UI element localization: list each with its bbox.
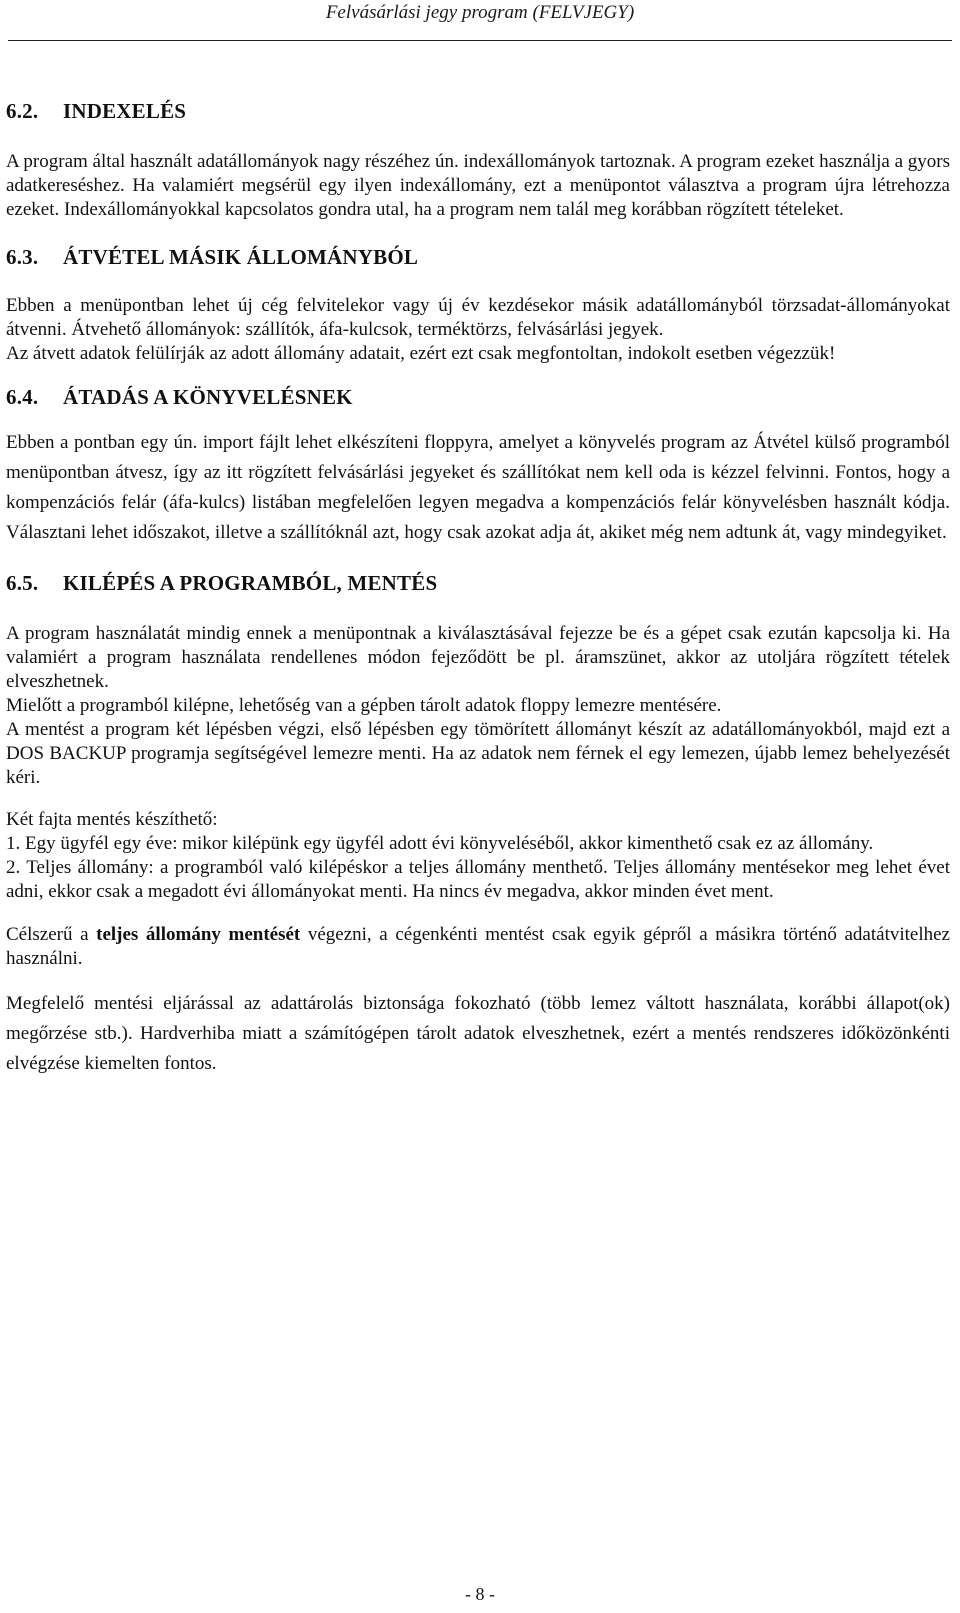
section-heading-6-5	[6, 570, 950, 596]
section-title: INDEXELÉS	[63, 99, 187, 123]
list-item: 2. Teljes állomány: a programból való kilépéskor a teljes állomány menthető. Teljes állomány mentésekor meg lehet évet adni, ekkor csak a megadott évi állományokat menti. Ha nincs év megadva, akkor minden évet ment.	[6, 857, 950, 902]
paragraph: A program használatát mindig ennek a menüpontnak a kiválasztásával fejezze be és a gépet csak ezután kapcsolja ki. Ha valamiért a program használata rendellenes módon fejeződött be pl. áramszünet, akkor az utoljára rögzített tételek elveszhetnek.	[6, 623, 950, 692]
recommendation-text: Célszerű a	[6, 924, 97, 945]
page-content	[6, 98, 950, 1079]
paragraph: Mielőtt a programból kilépne, lehetőség van a gépben tárolt adatok floppy lemezre mentésére.	[6, 695, 722, 716]
paragraph: Ebben a pontban egy ún. import fájlt lehet elkészíteni floppyra, amelyet a könyvelés program az Átvétel külső programból menüpontban átvesz, így az itt rögzített felvásárlási jegyeket és szállítókat nem kell oda is kézzel felvinni. Fontos, hogy a kompenzációs felár (áfa-kulcs) listában megfelelően legyen megadva a kompenzációs felár könyvelésben használt kódja. Választani lehet időszakot, illetve a szállítóknál azt, hogy csak azokat adja át, akiket még nem adtunk át, vagy mindegyiket.	[6, 432, 950, 543]
emphasis-text: teljes állomány mentését	[96, 924, 301, 945]
header-divider	[8, 40, 952, 41]
section-title: ÁTVÉTEL MÁSIK ÁLLOMÁNYBÓL	[63, 245, 419, 269]
recommendation-text: végezni, a cégenkénti mentést csak egyik gépről a másikra történő adatátvitelhez használni.	[6, 924, 950, 969]
section-heading-6-4	[6, 384, 950, 410]
section-number: 6.5.	[6, 571, 39, 595]
section-number: 6.3.	[6, 245, 39, 269]
recommendation-paragraph	[6, 923, 950, 971]
section-number: 6.2.	[6, 99, 39, 123]
paragraph: Az átvett adatok felülírják az adott állomány adatait, ezért ezt csak megfontoltan, indokolt esetben végezzük!	[6, 343, 836, 364]
paragraph: Ebben a menüpontban lehet új cég felvitelekor vagy új év kezdésekor másik adatállományból törzsadat-állományokat átvenni. Átvehető állományok: szállítók, áfa-kulcsok, terméktörzs, felvásárlási jegyek.	[6, 295, 950, 340]
page-number: - 8 -	[465, 1584, 495, 1604]
running-header: Felvásárlási jegy program (FELVJEGY)	[325, 2, 635, 23]
section-title: KILÉPÉS A PROGRAMBÓL, MENTÉS	[63, 571, 438, 595]
closing-paragraph: Megfelelő mentési eljárással az adattárolás biztonsága fokozható (több lemez váltott használata, korábbi állapot(ok) megőrzése stb.). Hardverhiba miatt a számítógépen tárolt adatok elveszhetnek, ezért a mentés rendszeres időközönkénti elvégzése kiemelten fontos.	[6, 993, 950, 1074]
list-item: 1. Egy ügyfél egy éve: mikor kilépünk egy ügyfél adott évi könyveléséből, akkor kimenthető csak ez az állomány.	[6, 833, 874, 854]
paragraph: A mentést a program két lépésben végzi, első lépésben egy tömörített állományt készít az adatállományokból, majd ezt a DOS BACKUP programja segítségével lemezre menti. Ha az adatok nem férnek el egy lemezen, újabb lemez behelyezését kéri.	[6, 719, 950, 788]
section-number: 6.4.	[6, 385, 39, 409]
section-title: ÁTADÁS A KÖNYVELÉSNEK	[63, 385, 353, 409]
section-heading-6-2	[6, 98, 950, 124]
section-heading-6-3	[6, 244, 950, 270]
paragraph: A program által használt adatállományok nagy részéhez ún. indexállományok tartoznak. A program ezeket használja a gyors adatkereséshez. Ha valamiért megsérül egy ilyen indexállomány, ezt a menüpontot választva a program újra létrehozza ezeket. Indexállományokkal kapcsolatos gondra utal, ha a program nem talál meg korábban rögzített tételeket.	[6, 151, 950, 220]
paragraph: Két fajta mentés készíthető:	[6, 809, 218, 830]
